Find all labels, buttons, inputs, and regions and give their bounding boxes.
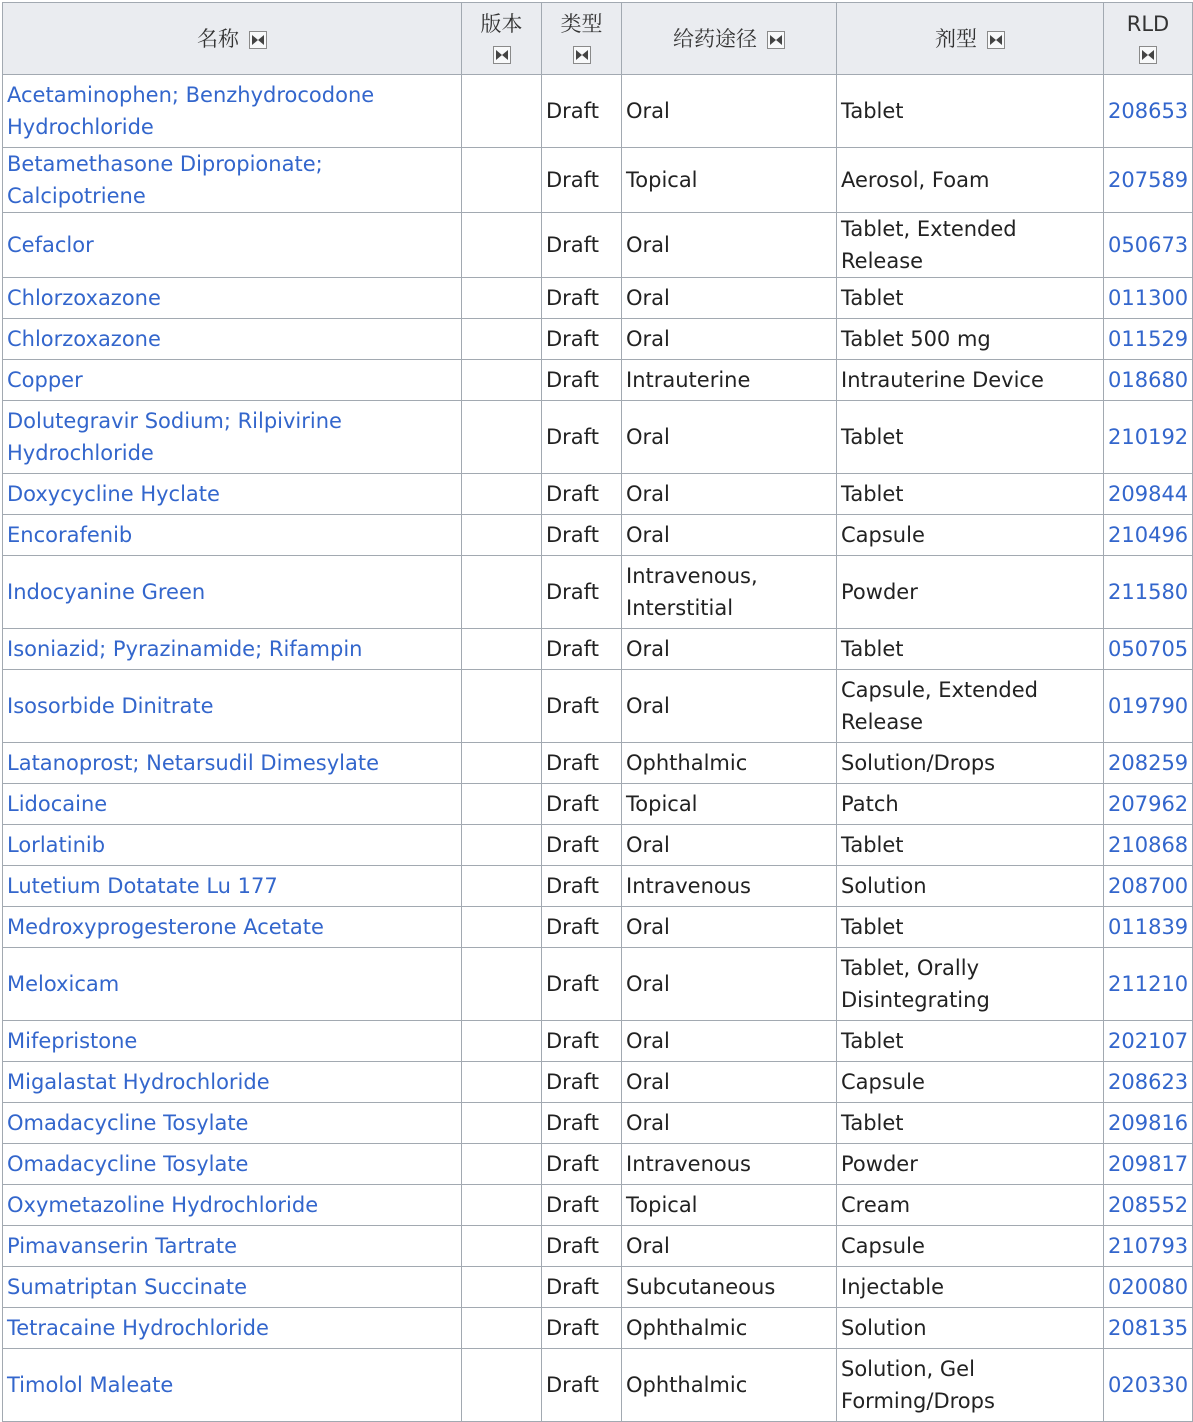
cell-name (3, 825, 462, 866)
cell-type: Draft (542, 319, 622, 360)
cell-name (3, 784, 462, 825)
cell-name (3, 360, 462, 401)
cell-rld (1104, 1308, 1193, 1349)
cell-route: Oral (622, 1226, 837, 1267)
rld-link[interactable]: 208259 (1108, 751, 1189, 775)
cell-rld (1104, 556, 1193, 629)
cell-rld (1104, 515, 1193, 556)
column-header-rld[interactable] (1104, 3, 1193, 75)
cell-version (462, 629, 542, 670)
cell-route: Oral (622, 474, 837, 515)
cell-type: Draft (542, 670, 622, 743)
drug-name-link[interactable]: Chlorzoxazone (7, 327, 161, 351)
drug-name-link[interactable]: Lutetium Dotatate Lu 177 (7, 874, 278, 898)
table-row (3, 1226, 1193, 1267)
cell-rld (1104, 670, 1193, 743)
cell-route: Ophthalmic (622, 743, 837, 784)
cell-route: Oral (622, 319, 837, 360)
cell-version (462, 907, 542, 948)
table-row (3, 515, 1193, 556)
cell-type: Draft (542, 1308, 622, 1349)
cell-rld (1104, 1185, 1193, 1226)
cell-rld (1104, 1226, 1193, 1267)
cell-dosage-form: Tablet (837, 825, 1104, 866)
cell-type: Draft (542, 1144, 622, 1185)
cell-route: Ophthalmic (622, 1349, 837, 1422)
cell-name (3, 629, 462, 670)
column-header-version[interactable] (462, 3, 542, 75)
cell-dosage-form: Patch (837, 784, 1104, 825)
cell-rld (1104, 75, 1193, 148)
cell-version (462, 401, 542, 474)
cell-route: Topical (622, 784, 837, 825)
cell-version (462, 75, 542, 148)
column-header-dosage-form[interactable] (837, 3, 1104, 75)
cell-version (462, 1185, 542, 1226)
cell-route: Subcutaneous (622, 1267, 837, 1308)
cell-route: Topical (622, 148, 837, 213)
cell-rld (1104, 743, 1193, 784)
rld-link[interactable]: 011839 (1108, 915, 1189, 939)
drug-name-link[interactable]: Medroxyprogesterone Acetate (7, 915, 324, 939)
cell-dosage-form: Solution/Drops (837, 743, 1104, 784)
column-header-label: 类型 (560, 11, 603, 36)
table-row (3, 1021, 1193, 1062)
cell-type: Draft (542, 1062, 622, 1103)
cell-name (3, 1144, 462, 1185)
table-row (3, 1103, 1193, 1144)
drug-name-link[interactable]: Latanoprost; Netarsudil Dimesylate (7, 751, 380, 775)
cell-type: Draft (542, 75, 622, 148)
cell-type: Draft (542, 866, 622, 907)
drug-name-link[interactable]: Sumatriptan Succinate (7, 1275, 247, 1299)
sort-icon[interactable] (767, 31, 785, 49)
drug-name-link[interactable]: Tetracaine Hydrochloride (7, 1316, 269, 1340)
cell-dosage-form: Tablet (837, 278, 1104, 319)
cell-name (3, 1226, 462, 1267)
cell-dosage-form: Tablet (837, 1103, 1104, 1144)
rld-link[interactable]: 209816 (1108, 1111, 1189, 1135)
cell-dosage-form: Tablet (837, 474, 1104, 515)
drug-name-link[interactable]: Betamethasone Dipropionate; Calcipotriene (7, 152, 323, 208)
table-row (3, 474, 1193, 515)
cell-type: Draft (542, 784, 622, 825)
cell-dosage-form: Solution (837, 866, 1104, 907)
cell-name (3, 948, 462, 1021)
cell-type: Draft (542, 515, 622, 556)
rld-link[interactable]: 208700 (1108, 874, 1189, 898)
drug-name-link[interactable]: Isoniazid; Pyrazinamide; Rifampin (7, 637, 363, 661)
table-row (3, 629, 1193, 670)
cell-dosage-form: Solution, Gel Forming/Drops (837, 1349, 1104, 1422)
drug-name-link[interactable]: Encorafenib (7, 523, 133, 547)
rld-link[interactable]: 210868 (1108, 833, 1189, 857)
cell-version (462, 743, 542, 784)
drug-name-link[interactable]: Lorlatinib (7, 833, 106, 857)
cell-rld (1104, 784, 1193, 825)
header-row (3, 3, 1193, 75)
cell-type: Draft (542, 556, 622, 629)
cell-type: Draft (542, 1349, 622, 1422)
cell-version (462, 515, 542, 556)
drug-name-link[interactable]: Pimavanserin Tartrate (7, 1234, 238, 1258)
column-header-label: 版本 (480, 11, 523, 36)
cell-rld (1104, 825, 1193, 866)
cell-name (3, 319, 462, 360)
cell-type: Draft (542, 1267, 622, 1308)
drug-name-link[interactable]: Timolol Maleate (7, 1373, 174, 1397)
guidance-table (2, 2, 1193, 1422)
cell-type: Draft (542, 743, 622, 784)
rld-link[interactable]: 050705 (1108, 637, 1189, 661)
cell-route: Oral (622, 629, 837, 670)
rld-link[interactable]: 019790 (1108, 694, 1189, 718)
rld-link[interactable]: 207962 (1108, 792, 1189, 816)
drug-name-link[interactable]: Copper (7, 368, 83, 392)
rld-link[interactable]: 011529 (1108, 327, 1189, 351)
rld-link[interactable]: 208135 (1108, 1316, 1189, 1340)
cell-type: Draft (542, 1021, 622, 1062)
cell-dosage-form: Cream (837, 1185, 1104, 1226)
cell-name (3, 1021, 462, 1062)
cell-route: Oral (622, 401, 837, 474)
table-row (3, 1308, 1193, 1349)
drug-name-link[interactable]: Dolutegravir Sodium; Rilpivirine Hydrochloride (7, 409, 342, 465)
cell-rld (1104, 319, 1193, 360)
cell-rld (1104, 474, 1193, 515)
cell-name (3, 278, 462, 319)
rld-link[interactable]: 020080 (1108, 1275, 1189, 1299)
table-row (3, 360, 1193, 401)
cell-name (3, 401, 462, 474)
cell-dosage-form: Tablet, Orally Disintegrating (837, 948, 1104, 1021)
rld-link[interactable]: 210496 (1108, 523, 1189, 547)
column-header-type[interactable] (542, 3, 622, 75)
drug-name-link[interactable]: Isosorbide Dinitrate (7, 694, 214, 718)
cell-name (3, 1267, 462, 1308)
cell-version (462, 1267, 542, 1308)
cell-type: Draft (542, 1103, 622, 1144)
cell-route: Oral (622, 670, 837, 743)
cell-dosage-form: Aerosol, Foam (837, 148, 1104, 213)
cell-name (3, 1103, 462, 1144)
cell-version (462, 1144, 542, 1185)
cell-dosage-form: Capsule, Extended Release (837, 670, 1104, 743)
cell-type: Draft (542, 360, 622, 401)
cell-name (3, 148, 462, 213)
cell-dosage-form: Powder (837, 1144, 1104, 1185)
rld-link[interactable]: 207589 (1108, 168, 1189, 192)
table-row (3, 670, 1193, 743)
rld-link[interactable]: 211210 (1108, 972, 1189, 996)
column-header-label: 名称 (197, 26, 239, 51)
column-header-label: RLD (1126, 11, 1170, 36)
cell-route: Oral (622, 1021, 837, 1062)
rld-link[interactable]: 210793 (1108, 1234, 1189, 1258)
rld-link[interactable]: 018680 (1108, 368, 1189, 392)
cell-name (3, 1185, 462, 1226)
cell-type: Draft (542, 474, 622, 515)
rld-link[interactable]: 208552 (1108, 1193, 1189, 1217)
drug-name-link[interactable]: Chlorzoxazone (7, 286, 161, 310)
drug-name-link[interactable]: Meloxicam (7, 972, 120, 996)
cell-name (3, 213, 462, 278)
table-row (3, 1267, 1193, 1308)
table-row (3, 213, 1193, 278)
cell-type: Draft (542, 278, 622, 319)
rld-link[interactable]: 050673 (1108, 233, 1189, 257)
cell-rld (1104, 1062, 1193, 1103)
column-header-label: 给药途径 (673, 26, 757, 51)
rld-link[interactable]: 020330 (1108, 1373, 1189, 1397)
column-header-label: 剂型 (935, 26, 977, 51)
drug-name-link[interactable]: Omadacycline Tosylate (7, 1111, 249, 1135)
cell-version (462, 556, 542, 629)
cell-name (3, 1349, 462, 1422)
cell-dosage-form: Injectable (837, 1267, 1104, 1308)
table-row (3, 278, 1193, 319)
cell-route: Oral (622, 1062, 837, 1103)
drug-name-link[interactable]: Omadacycline Tosylate (7, 1152, 249, 1176)
table-row (3, 75, 1193, 148)
cell-route: Oral (622, 515, 837, 556)
table-row (3, 556, 1193, 629)
column-header-route[interactable] (622, 3, 837, 75)
cell-type: Draft (542, 213, 622, 278)
cell-route: Oral (622, 948, 837, 1021)
cell-version (462, 148, 542, 213)
rld-link[interactable]: 211580 (1108, 580, 1189, 604)
cell-dosage-form: Tablet (837, 401, 1104, 474)
cell-type: Draft (542, 825, 622, 866)
cell-route: Intravenous (622, 866, 837, 907)
cell-rld (1104, 401, 1193, 474)
cell-route: Ophthalmic (622, 1308, 837, 1349)
cell-route: Oral (622, 75, 837, 148)
cell-name (3, 556, 462, 629)
drug-name-link[interactable]: Doxycycline Hyclate (7, 482, 220, 506)
cell-route: Oral (622, 213, 837, 278)
cell-rld (1104, 1021, 1193, 1062)
drug-name-link[interactable]: Lidocaine (7, 792, 108, 816)
cell-version (462, 784, 542, 825)
cell-route: Intravenous, Interstitial (622, 556, 837, 629)
cell-rld (1104, 360, 1193, 401)
sort-icon[interactable] (987, 31, 1005, 49)
cell-version (462, 825, 542, 866)
cell-name (3, 1308, 462, 1349)
cell-version (462, 866, 542, 907)
table-row (3, 401, 1193, 474)
cell-dosage-form: Tablet 500 mg (837, 319, 1104, 360)
cell-version (462, 670, 542, 743)
cell-version (462, 360, 542, 401)
cell-dosage-form: Tablet, Extended Release (837, 213, 1104, 278)
cell-name (3, 1062, 462, 1103)
sort-icon[interactable] (249, 31, 267, 49)
cell-name (3, 75, 462, 148)
cell-route: Intravenous (622, 1144, 837, 1185)
cell-type: Draft (542, 401, 622, 474)
cell-dosage-form: Capsule (837, 1062, 1104, 1103)
table-row (3, 743, 1193, 784)
rld-link[interactable]: 210192 (1108, 425, 1189, 449)
drug-name-link[interactable]: Indocyanine Green (7, 580, 206, 604)
drug-name-link[interactable]: Migalastat Hydrochloride (7, 1070, 270, 1094)
cell-rld (1104, 866, 1193, 907)
rld-link[interactable]: 208623 (1108, 1070, 1189, 1094)
table-row (3, 784, 1193, 825)
cell-rld (1104, 278, 1193, 319)
table-row (3, 319, 1193, 360)
cell-route: Oral (622, 278, 837, 319)
cell-name (3, 515, 462, 556)
cell-name (3, 866, 462, 907)
rld-link[interactable]: 011300 (1108, 286, 1189, 310)
cell-version (462, 1226, 542, 1267)
cell-rld (1104, 148, 1193, 213)
drug-name-link[interactable]: Acetaminophen; Benzhydrocodone Hydrochloride (7, 83, 375, 139)
table-row (3, 866, 1193, 907)
cell-version (462, 213, 542, 278)
cell-version (462, 1021, 542, 1062)
table-row (3, 148, 1193, 213)
drug-name-link[interactable]: Cefaclor (7, 233, 94, 257)
sort-icon[interactable] (573, 46, 591, 64)
cell-dosage-form: Powder (837, 556, 1104, 629)
cell-route: Oral (622, 907, 837, 948)
rld-link[interactable]: 202107 (1108, 1029, 1189, 1053)
table-row (3, 825, 1193, 866)
cell-rld (1104, 1349, 1193, 1422)
cell-version (462, 948, 542, 1021)
cell-version (462, 319, 542, 360)
rld-link[interactable]: 208653 (1108, 99, 1189, 123)
cell-rld (1104, 907, 1193, 948)
rld-link[interactable]: 209844 (1108, 482, 1189, 506)
sort-icon[interactable] (1139, 46, 1157, 64)
rld-link[interactable]: 209817 (1108, 1152, 1189, 1176)
drug-name-link[interactable]: Oxymetazoline Hydrochloride (7, 1193, 319, 1217)
table-row (3, 1185, 1193, 1226)
cell-route: Oral (622, 1103, 837, 1144)
drug-name-link[interactable]: Mifepristone (7, 1029, 138, 1053)
cell-name (3, 743, 462, 784)
cell-version (462, 474, 542, 515)
cell-type: Draft (542, 1226, 622, 1267)
cell-rld (1104, 1103, 1193, 1144)
cell-type: Draft (542, 1185, 622, 1226)
table-row (3, 1144, 1193, 1185)
table-row (3, 907, 1193, 948)
table-row (3, 948, 1193, 1021)
cell-version (462, 278, 542, 319)
cell-name (3, 907, 462, 948)
cell-rld (1104, 1267, 1193, 1308)
cell-rld (1104, 948, 1193, 1021)
cell-type: Draft (542, 907, 622, 948)
cell-version (462, 1349, 542, 1422)
cell-type: Draft (542, 148, 622, 213)
sort-icon[interactable] (493, 46, 511, 64)
cell-rld (1104, 213, 1193, 278)
cell-type: Draft (542, 948, 622, 1021)
cell-rld (1104, 629, 1193, 670)
cell-dosage-form: Capsule (837, 515, 1104, 556)
cell-dosage-form: Solution (837, 1308, 1104, 1349)
cell-version (462, 1103, 542, 1144)
cell-dosage-form: Tablet (837, 1021, 1104, 1062)
cell-dosage-form: Intrauterine Device (837, 360, 1104, 401)
cell-name (3, 670, 462, 743)
cell-version (462, 1308, 542, 1349)
cell-dosage-form: Tablet (837, 629, 1104, 670)
cell-dosage-form: Tablet (837, 907, 1104, 948)
cell-dosage-form: Tablet (837, 75, 1104, 148)
cell-dosage-form: Capsule (837, 1226, 1104, 1267)
table-row (3, 1349, 1193, 1422)
cell-route: Intrauterine (622, 360, 837, 401)
cell-type: Draft (542, 629, 622, 670)
column-header-name[interactable] (3, 3, 462, 75)
table-row (3, 1062, 1193, 1103)
cell-rld (1104, 1144, 1193, 1185)
cell-route: Topical (622, 1185, 837, 1226)
cell-version (462, 1062, 542, 1103)
cell-route: Oral (622, 825, 837, 866)
cell-name (3, 474, 462, 515)
